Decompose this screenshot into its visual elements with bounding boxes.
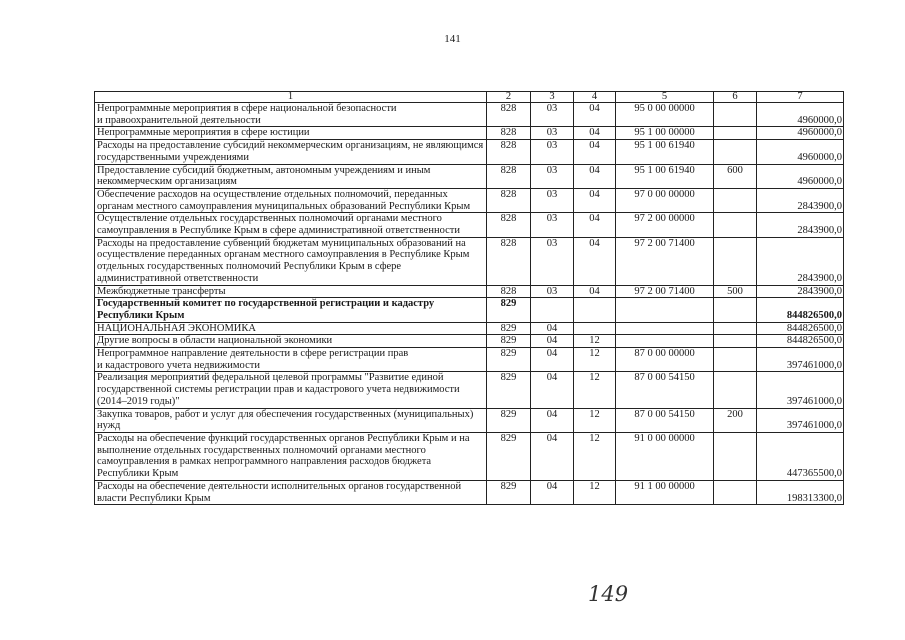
- row-subsection-code: 04: [574, 237, 616, 285]
- row-ministry-code: 828: [487, 164, 531, 188]
- row-amount: 397461000,0: [757, 348, 844, 372]
- row-subsection-code: 12: [574, 372, 616, 408]
- page-number: 141: [444, 33, 461, 45]
- row-amount: 844826500,0: [757, 298, 844, 322]
- row-target-code: 97 2 00 71400: [616, 237, 714, 285]
- budget-table-body: [95, 92, 844, 505]
- row-target-code: 95 0 00 00000: [616, 103, 714, 127]
- row-name: Непрограммное направление деятельности в сфере регистрации прав и кадастрового учета недвижимости: [95, 348, 487, 372]
- row-section-code: 03: [531, 213, 574, 237]
- table-row: [95, 298, 844, 322]
- budget-table: [94, 91, 844, 505]
- row-expense-type-code: [714, 322, 757, 335]
- column-number: 4: [574, 92, 616, 103]
- column-number: 1: [95, 92, 487, 103]
- row-amount: 4960000,0: [757, 127, 844, 140]
- column-number: 3: [531, 92, 574, 103]
- row-name: Расходы на обеспечение функций государственных органов Республики Крым и на выполнение отдельных государственных полномочий органами местного самоуправления в рамках непрограммного направления расходов бюджета Республики Крым: [95, 432, 487, 480]
- table-row: [95, 348, 844, 372]
- table-row: [95, 140, 844, 164]
- row-ministry-code: 828: [487, 140, 531, 164]
- row-expense-type-code: 600: [714, 164, 757, 188]
- table-row: [95, 103, 844, 127]
- row-amount: 2843900,0: [757, 237, 844, 285]
- table-row: [95, 164, 844, 188]
- table-row: [95, 322, 844, 335]
- row-expense-type-code: [714, 140, 757, 164]
- row-ministry-code: 828: [487, 213, 531, 237]
- row-subsection-code: 04: [574, 188, 616, 212]
- row-target-code: 87 0 00 54150: [616, 408, 714, 432]
- row-subsection-code: 12: [574, 348, 616, 372]
- row-expense-type-code: [714, 298, 757, 322]
- row-name: Межбюджетные трансферты: [95, 285, 487, 298]
- row-subsection-code: 04: [574, 164, 616, 188]
- row-ministry-code: 828: [487, 188, 531, 212]
- table-row: [95, 432, 844, 480]
- row-section-code: 03: [531, 237, 574, 285]
- row-ministry-code: 829: [487, 408, 531, 432]
- row-subsection-code: 04: [574, 103, 616, 127]
- row-section-code: 04: [531, 432, 574, 480]
- row-subsection-code: 04: [574, 140, 616, 164]
- row-ministry-code: 829: [487, 348, 531, 372]
- row-name: Непрограммные мероприятия в сфере национальной безопасности и правоохранительной деятельности: [95, 103, 487, 127]
- row-amount: 447365500,0: [757, 432, 844, 480]
- row-expense-type-code: [714, 335, 757, 348]
- row-subsection-code: [574, 298, 616, 322]
- row-amount: 4960000,0: [757, 140, 844, 164]
- row-expense-type-code: [714, 372, 757, 408]
- row-expense-type-code: 200: [714, 408, 757, 432]
- column-number: 7: [757, 92, 844, 103]
- row-name: Государственный комитет по государственной регистрации и кадастру Республики Крым: [95, 298, 487, 322]
- row-expense-type-code: [714, 432, 757, 480]
- row-subsection-code: 04: [574, 127, 616, 140]
- row-target-code: [616, 298, 714, 322]
- column-number: 2: [487, 92, 531, 103]
- row-name: Закупка товаров, работ и услуг для обеспечения государственных (муниципальных) нужд: [95, 408, 487, 432]
- row-name: НАЦИОНАЛЬНАЯ ЭКОНОМИКА: [95, 322, 487, 335]
- row-name: Непрограммные мероприятия в сфере юстиции: [95, 127, 487, 140]
- table-row: [95, 285, 844, 298]
- column-number: 6: [714, 92, 757, 103]
- row-section-code: 04: [531, 372, 574, 408]
- table-row: [95, 237, 844, 285]
- row-section-code: 04: [531, 322, 574, 335]
- row-expense-type-code: [714, 480, 757, 504]
- table-row: [95, 188, 844, 212]
- row-section-code: 04: [531, 480, 574, 504]
- row-section-code: 03: [531, 127, 574, 140]
- row-target-code: [616, 322, 714, 335]
- row-section-code: 04: [531, 408, 574, 432]
- row-name: Расходы на обеспечение деятельности исполнительных органов государственной власти Республики Крым: [95, 480, 487, 504]
- row-ministry-code: 829: [487, 372, 531, 408]
- column-number: 5: [616, 92, 714, 103]
- row-expense-type-code: [714, 213, 757, 237]
- row-section-code: [531, 298, 574, 322]
- row-target-code: 97 2 00 71400: [616, 285, 714, 298]
- table-row: [95, 480, 844, 504]
- column-number-row: [95, 92, 844, 103]
- row-section-code: 03: [531, 285, 574, 298]
- row-target-code: 87 0 00 54150: [616, 372, 714, 408]
- row-amount: 198313300,0: [757, 480, 844, 504]
- row-subsection-code: [574, 322, 616, 335]
- row-section-code: 04: [531, 348, 574, 372]
- table-row: [95, 127, 844, 140]
- table-row: [95, 408, 844, 432]
- row-section-code: 03: [531, 188, 574, 212]
- row-name: Осуществление отдельных государственных полномочий органами местного самоуправления в Республике Крым в сфере административной ответственности: [95, 213, 487, 237]
- row-amount: 844826500,0: [757, 322, 844, 335]
- row-subsection-code: 12: [574, 432, 616, 480]
- row-subsection-code: 12: [574, 480, 616, 504]
- row-subsection-code: 12: [574, 335, 616, 348]
- row-name: Другие вопросы в области национальной экономики: [95, 335, 487, 348]
- row-target-code: 97 2 00 00000: [616, 213, 714, 237]
- row-target-code: 95 1 00 00000: [616, 127, 714, 140]
- row-subsection-code: 04: [574, 213, 616, 237]
- row-section-code: 03: [531, 103, 574, 127]
- row-name: Реализация мероприятий федеральной целевой программы "Развитие единой государственной системы регистрации прав и кадастрового учета недвижимости (2014–2019 годы)": [95, 372, 487, 408]
- table-row: [95, 335, 844, 348]
- row-ministry-code: 829: [487, 432, 531, 480]
- row-amount: 4960000,0: [757, 164, 844, 188]
- row-target-code: 91 0 00 00000: [616, 432, 714, 480]
- row-ministry-code: 829: [487, 335, 531, 348]
- row-expense-type-code: 500: [714, 285, 757, 298]
- row-expense-type-code: [714, 188, 757, 212]
- table-row: [95, 372, 844, 408]
- row-amount: 844826500,0: [757, 335, 844, 348]
- row-amount: 397461000,0: [757, 408, 844, 432]
- row-ministry-code: 828: [487, 103, 531, 127]
- row-ministry-code: 828: [487, 127, 531, 140]
- row-name: Обеспечение расходов на осуществление отдельных полномочий, переданных органам местного самоуправления муниципальных образований Республики Крым: [95, 188, 487, 212]
- row-ministry-code: 828: [487, 237, 531, 285]
- row-amount: 2843900,0: [757, 188, 844, 212]
- handwritten-page-number: [586, 580, 636, 608]
- row-target-code: 87 0 00 00000: [616, 348, 714, 372]
- table-row: [95, 213, 844, 237]
- row-subsection-code: 04: [574, 285, 616, 298]
- row-target-code: [616, 335, 714, 348]
- row-target-code: 97 0 00 00000: [616, 188, 714, 212]
- row-name: Расходы на предоставление субвенций бюджетам муниципальных образований на осуществление переданных органам местного самоуправления в Республике Крым отдельных государственных полномочий Республики Крым в сфере административной ответственности: [95, 237, 487, 285]
- row-section-code: 03: [531, 164, 574, 188]
- row-expense-type-code: [714, 103, 757, 127]
- row-ministry-code: 829: [487, 322, 531, 335]
- row-amount: 2843900,0: [757, 285, 844, 298]
- row-expense-type-code: [714, 237, 757, 285]
- row-target-code: 95 1 00 61940: [616, 140, 714, 164]
- row-amount: 2843900,0: [757, 213, 844, 237]
- row-ministry-code: 829: [487, 480, 531, 504]
- handwritten-page-number-text: 149: [588, 582, 629, 606]
- row-subsection-code: 12: [574, 408, 616, 432]
- row-ministry-code: 828: [487, 285, 531, 298]
- row-name: Предоставление субсидий бюджетным, автономным учреждениям и иным некоммерческим организациям: [95, 164, 487, 188]
- row-target-code: 91 1 00 00000: [616, 480, 714, 504]
- row-ministry-code: 829: [487, 298, 531, 322]
- row-name: Расходы на предоставление субсидий некоммерческим организациям, не являющимся государственными учреждениями: [95, 140, 487, 164]
- row-amount: 4960000,0: [757, 103, 844, 127]
- row-expense-type-code: [714, 127, 757, 140]
- row-amount: 397461000,0: [757, 372, 844, 408]
- row-section-code: 03: [531, 140, 574, 164]
- row-section-code: 04: [531, 335, 574, 348]
- row-target-code: 95 1 00 61940: [616, 164, 714, 188]
- row-expense-type-code: [714, 348, 757, 372]
